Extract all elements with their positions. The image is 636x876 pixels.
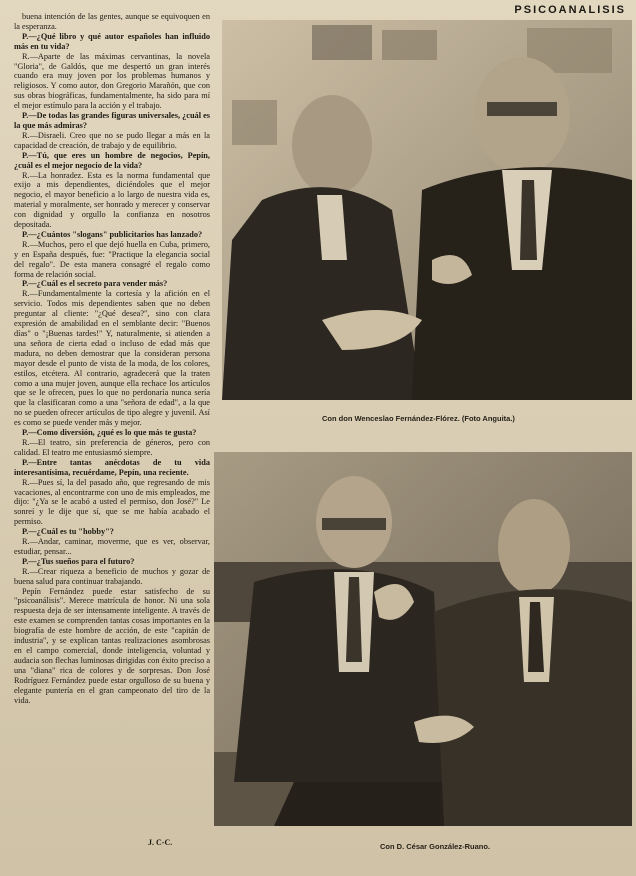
interview-paragraph: R.—Aparte de las máximas cervantinas, la novela "Gloria", de Galdós, que me despertó un gran interés cuando era muy joven por los problemas humanos y religiosos. Y como autor, don Gregorio Marañón, que con sus obras biográficas, fundamentalmente, ha sido para mí el mejor estímulo para la acción y el trabajo.: [14, 51, 210, 111]
article-text-column: [14, 12, 210, 862]
interview-question: P.—¿Cuál es el secreto para vender más?: [22, 279, 168, 289]
interview-paragraph: R.—Pues sí, la del pasado año, que regresando de mis vacaciones, al encontrarme con uno de mis empleados, me dijo: "¿Ya se le acabó a usted el permiso, don José?" Le sonreí y le dije que sí, que se me había acabado el permiso.: [14, 477, 210, 527]
interview-paragraph: R.—Disraeli. Creo que no se pudo llegar a más en la capacidad de creación, de trabajo y de equilibrio.: [14, 130, 210, 150]
interview-question: P.—¿Qué libro y qué autor españoles han influido más en tu vida?: [14, 31, 210, 51]
interview-paragraph: R.—Fundamentalmente la cortesía y la afición en el servicio. Todos mis dependientes saben que no deben preguntar al cliente: "¿Qué desea?", sino con clara expresión de amabilidad en el semblante decir: "Buenos días" o "¡Buenas tardes!" Y, naturalmente, si atienden a una señora de cierta edad o incluso de edad más que madura, no deben demostrar que la consideran persona mayor desde el punto de vista de la moda, de los colores, estilos, etcétera. Al contrario, agradecerá que la traten como a una mujer joven, aunque ella rechace los artículos que se le ofrecen, pues lo que no perdonaría nunca sería que la clasificaran como a una "señora de edad", a la que no se pueden ofrecer artículos de tipo alegre y juvenil. Así es como se puede vender más y mejor.: [14, 289, 210, 428]
interview-paragraph: Pepín Fernández puede estar satisfecho de su "psicoanálisis". Merece matrícula de honor. Ni una sola respuesta deja de ser intensamente inteligente. A través de este examen se comprenden tantas cosas importantes en la biografía de este hombre de acción, de este "capitán de industria", y se explican tantas realizaciones asombrosas en el campo comercial, donde inteligencia, voluntad y audacia son flechas luminosas dirigidas con éxito preciso a una "diana" rica de colores y de sorpresas. Don José Rodríguez Fernández puede estar orgulloso de su buena y elegante puntería en el gran campeonato del tiro de la vida.: [14, 586, 210, 705]
interview-paragraph: R.—La honradez. Esta es la norma fundamental que exijo a mis dependientes, diciéndoles que el mejor negocio, el mayor beneficio a lo largo de nuestra vida es, material y moralmente, ser honrado y merecer y conservar con dignidad y orgullo la confianza en nosotros depositada.: [14, 170, 210, 230]
interview-paragraph: R.—Crear riqueza a beneficio de muchos y gozar de buena salud para continuar trabajando.: [14, 566, 210, 586]
photo-gonzalez-ruano: [214, 452, 632, 826]
author-signature: J. C-C.: [148, 838, 173, 847]
interview-paragraph: buena intención de las gentes, aunque se equivoquen en la esperanza.: [14, 12, 210, 31]
interview-paragraph: R.—El teatro, sin preferencia de géneros, pero con calidad. El teatro me entusiasmó siempre.: [14, 437, 210, 457]
interview-paragraph: R.—Muchos, pero el que dejó huella en Cuba, primero, y en España después, fue: "Practique la elegancia social del regalo". De esta manera consagré el regalo como forma de relación social.: [14, 239, 210, 279]
interview-question: P.—¿Cuántos "slogans" publicitarios has lanzado?: [22, 229, 203, 239]
interview-question: P.—Tú, que eres un hombre de negocios, Pepín, ¿cuál es el mejor negocio de la vida?: [14, 150, 210, 170]
photo-fernandez-florez: [222, 20, 632, 400]
interview-paragraph: R.—Andar, caminar, moverme, que es ver, observar, estudiar, pensar...: [14, 537, 210, 556]
photo-caption-bottom: Con D. César González-Ruano.: [380, 842, 491, 851]
interview-question: P.—¿Cuál es tu "hobby"?: [22, 527, 114, 537]
interview-question: P.—De todas las grandes figuras universales, ¿cuál es la que más admiras?: [14, 111, 210, 130]
interview-question: P.—Como diversión, ¿qué es lo que más te gusta?: [22, 428, 197, 438]
interview-question: P.—¿Tus sueños para el futuro?: [22, 556, 135, 566]
section-title: PSICOANALISIS: [514, 4, 626, 16]
interview-question: P.—Entre tantas anécdotas de tu vida interesantísima, recuérdame, Pepín, una reciente.: [14, 457, 210, 477]
photo-caption-top: Con don Wenceslao Fernández-Flórez. (Foto Anguita.): [322, 414, 515, 423]
